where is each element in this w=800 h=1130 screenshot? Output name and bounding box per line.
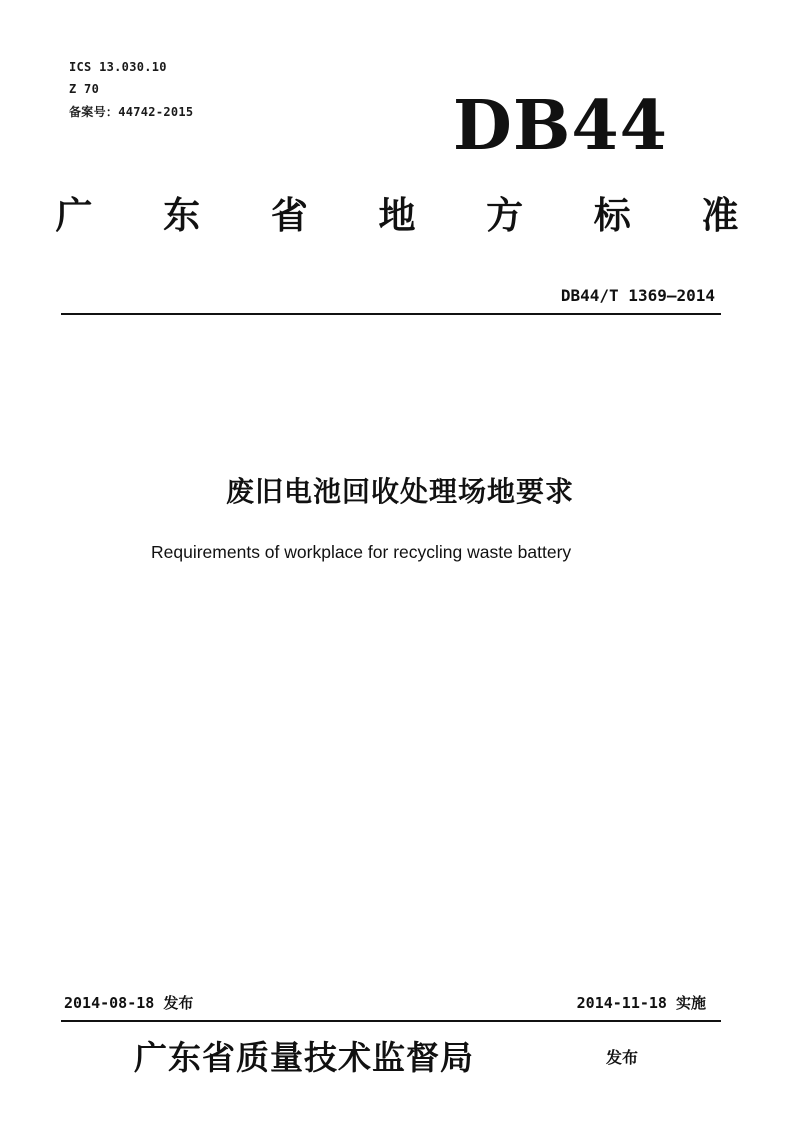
ics-code: ICS 13.030.10 xyxy=(69,60,167,74)
issue-date: 2014-08-18 发布 xyxy=(64,994,194,1012)
standard-type-char: 准 xyxy=(701,194,739,237)
standard-type-char: 省 xyxy=(270,194,308,237)
issuing-authority: 广东省质量技术监督局 xyxy=(134,1038,474,1077)
standard-type-char: 广 xyxy=(55,194,93,237)
implementation-date: 2014-11-18 实施 xyxy=(576,994,706,1012)
record-number: 备案号：44742-2015 xyxy=(69,105,194,119)
footer-divider xyxy=(61,1020,721,1022)
issuing-suffix: 发布 xyxy=(606,1048,639,1067)
document-title-english: Requirements of workplace for recycling waste battery xyxy=(151,542,572,562)
standard-type-char: 标 xyxy=(593,194,631,237)
standard-type-char: 方 xyxy=(486,194,524,237)
document-title-chinese: 废旧电池回收处理场地要求 xyxy=(225,475,574,508)
standard-number: DB44/T 1369—2014 xyxy=(560,286,715,305)
standard-type-char: 东 xyxy=(163,194,201,237)
header-divider xyxy=(61,313,721,315)
standard-type-heading xyxy=(52,185,742,239)
standard-type-char: 地 xyxy=(378,194,416,237)
classification-code: Z 70 xyxy=(69,82,100,96)
standard-brand-logo: DB44 xyxy=(452,86,668,166)
